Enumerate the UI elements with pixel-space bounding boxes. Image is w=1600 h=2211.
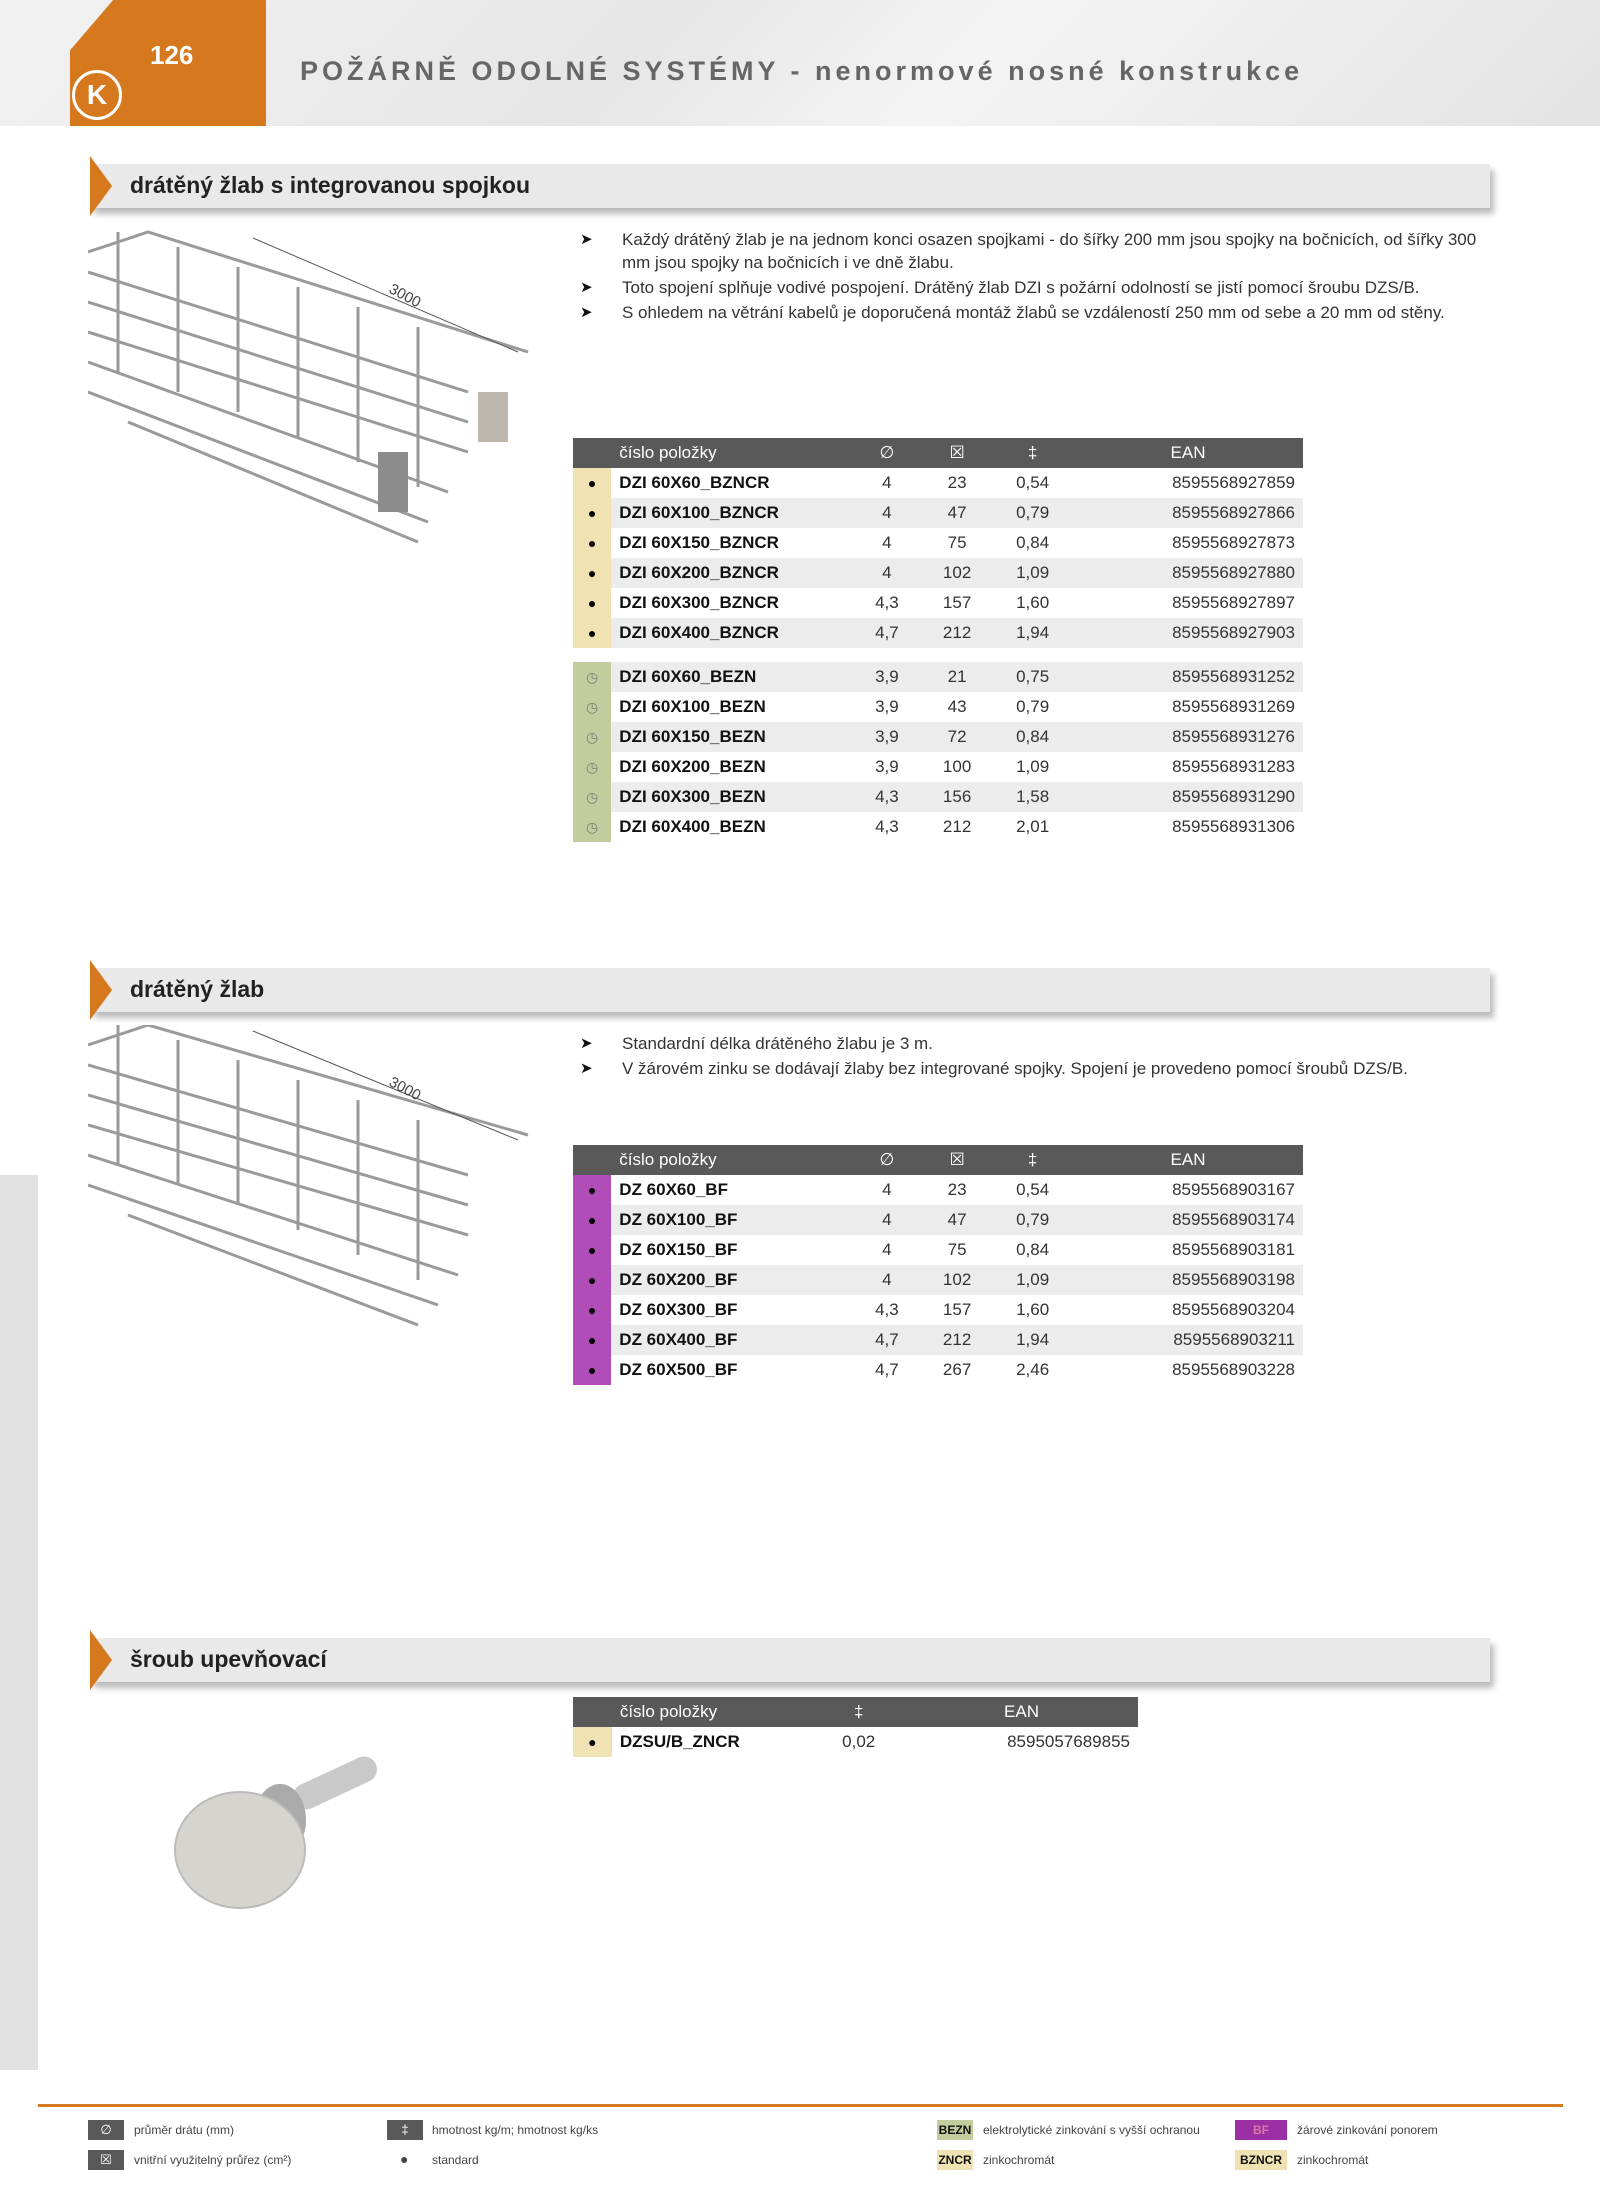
table-row: [573, 812, 1303, 842]
marker-col: [573, 1145, 611, 1175]
cell-diameter: 4,3: [852, 782, 922, 812]
side-strip: [0, 1175, 38, 2070]
legend-section: vnitřní využitelný průřez (cm²): [134, 2153, 292, 2167]
cell-diameter: 4,7: [875, 1360, 899, 1379]
cell-ean: 8595568931252: [1073, 662, 1303, 692]
cell-weight: 0,84: [992, 722, 1073, 752]
cell-code: DZ 60X150_BF: [619, 1240, 738, 1259]
col-weight: ‡: [992, 1145, 1073, 1175]
table-row: [573, 782, 1303, 812]
cell-diameter: 4: [852, 1265, 922, 1295]
table-row: [573, 1235, 1303, 1265]
table-row: [573, 692, 1303, 722]
col-ean: EAN: [905, 1697, 1138, 1727]
page-number: 126: [150, 40, 194, 70]
row-marker-icon: ●: [573, 1265, 611, 1295]
wire-tray-image: [88, 1025, 548, 1345]
cell-diameter: 4,3: [875, 817, 899, 836]
table-row: [573, 468, 1303, 498]
cell-ean: 8595568927873: [1172, 533, 1295, 552]
cell-section: 72: [922, 722, 992, 752]
cell-ean: 8595568903228: [1172, 1360, 1295, 1379]
product-table-1: [573, 438, 1303, 842]
col-section: ☒: [922, 1145, 992, 1175]
col-weight: ‡: [992, 438, 1073, 468]
col-section: ☒: [922, 438, 992, 468]
cell-weight: 1,09: [1016, 757, 1050, 776]
col-diameter: ∅: [852, 1145, 922, 1175]
row-marker-icon: ●: [573, 1325, 611, 1355]
col-weight: ‡: [812, 1697, 905, 1727]
section-arrow-icon: [90, 1630, 112, 1690]
table-row: [573, 662, 1303, 692]
legend-standard: standard: [432, 2153, 479, 2167]
cell-weight: 0,54: [1016, 1180, 1050, 1199]
cell-code: DZ 60X200_BF: [611, 1265, 851, 1295]
cell-section: 212: [922, 1325, 992, 1355]
row-marker-icon: ◷: [573, 812, 611, 842]
section1-bullets: [580, 228, 1500, 326]
bullet-item: ➤ Toto spojení splňuje vodivé pospojení. Drátěný žlab DZI s požární odolností se jistí pomocí šroubu DZS/B.: [580, 276, 1500, 299]
cell-code: DZI 60X60_BZNCR: [619, 473, 770, 492]
cell-weight: 2,01: [1016, 817, 1050, 836]
cell-ean: 8595568903211: [1073, 1325, 1303, 1355]
legend-bzncr: zinkochromát: [1297, 2153, 1369, 2167]
cell-ean: 8595568927866: [1073, 498, 1303, 528]
table-row: [573, 498, 1303, 528]
cell-weight: 0,79: [1016, 697, 1050, 716]
row-marker-icon: ●: [573, 528, 611, 558]
footer-divider: [38, 2104, 1563, 2107]
cell-section: 75: [947, 1240, 967, 1259]
row-marker-icon: ◷: [573, 692, 611, 722]
cell-code: DZ 60X500_BF: [619, 1360, 738, 1379]
cell-diameter: 4,7: [852, 1325, 922, 1355]
cell-weight: 1,58: [992, 782, 1073, 812]
cell-ean: 8595568903167: [1172, 1180, 1295, 1199]
cell-ean: 8595568903198: [1073, 1265, 1303, 1295]
row-marker-icon: ●: [573, 1295, 611, 1325]
bullet-item: ➤ S ohledem na větrání kabelů je doporučená montáž žlabů se vzdáleností 250 mm od sebe a 20 mm od stěny.: [580, 301, 1500, 324]
cell-section: 157: [942, 593, 972, 612]
cell-ean: 8595568931269: [1172, 697, 1295, 716]
marker-col: [573, 438, 611, 468]
cell-section: 212: [942, 817, 972, 836]
cell-diameter: 4: [882, 533, 892, 552]
legend-weight: hmotnost kg/m; hmotnost kg/ks: [432, 2123, 599, 2137]
cell-section: 47: [922, 1205, 992, 1235]
cell-weight: 1,60: [1016, 593, 1050, 612]
legend-bf: žárové zinkování ponorem: [1297, 2123, 1438, 2137]
cell-ean: 8595568931290: [1073, 782, 1303, 812]
cell-code: DZI 60X200_BEZN: [619, 757, 766, 776]
cell-weight: 0,79: [992, 498, 1073, 528]
cell-code: DZI 60X300_BZNCR: [619, 593, 779, 612]
table-row: [573, 1205, 1303, 1235]
row-marker-icon: ◷: [573, 662, 611, 692]
cell-weight: 0,84: [1016, 1240, 1050, 1259]
cell-weight: 0,02: [842, 1732, 876, 1751]
cell-weight: 0,84: [1016, 533, 1050, 552]
cell-section: 157: [942, 1300, 972, 1319]
page-title: POŽÁRNĚ ODOLNÉ SYSTÉMY - nenormové nosné konstrukce: [300, 56, 1304, 86]
row-marker-icon: ●: [573, 468, 611, 498]
bullet-item: ➤ Standardní délka drátěného žlabu je 3 m.: [580, 1032, 1500, 1055]
cell-ean: 8595057689855: [1007, 1732, 1130, 1751]
cell-section: 102: [922, 558, 992, 588]
section-bar-2: [90, 968, 1490, 1012]
row-marker-icon: ◷: [573, 722, 611, 752]
legend-bzncr-code: BZNCR: [1235, 2150, 1287, 2170]
table-row: [573, 1265, 1303, 1295]
cell-weight: 1,94: [992, 1325, 1073, 1355]
table-gap: [573, 648, 1303, 662]
cell-ean: 8595568903181: [1172, 1240, 1295, 1259]
cell-section: 75: [947, 533, 967, 552]
cell-section: 47: [922, 498, 992, 528]
dimension-label: 3000: [386, 1073, 424, 1105]
table-row: [573, 1175, 1303, 1205]
cell-weight: 0,79: [992, 1205, 1073, 1235]
bullet-item: ➤ Každý drátěný žlab je na jednom konci osazen spojkami - do šířky 200 mm jsou spojky na bočnicích, od šířky 300 mm jsou spojky na bočnicích i ve dně žlabu.: [580, 228, 1500, 274]
cell-code: DZSU/B_ZNCR: [619, 1732, 740, 1751]
legend-section-icon: ☒: [88, 2150, 124, 2170]
cell-weight: 1,09: [992, 1265, 1073, 1295]
col-diameter: ∅: [852, 438, 922, 468]
cell-code: DZI 60X100_BEZN: [619, 697, 766, 716]
cell-section: 23: [947, 1180, 967, 1199]
marker-col: [573, 1697, 612, 1727]
legend-standard-icon: ●: [400, 2151, 409, 2167]
cell-section: 102: [922, 1265, 992, 1295]
cell-code: DZI 60X200_BZNCR: [611, 558, 851, 588]
cell-ean: 8595568927897: [1172, 593, 1295, 612]
row-marker-icon: ●: [573, 588, 611, 618]
cell-section: 156: [922, 782, 992, 812]
cell-ean: 8595568903204: [1172, 1300, 1295, 1319]
cell-diameter: 4,3: [875, 593, 899, 612]
product-table-2: [573, 1145, 1303, 1385]
table-row: [573, 752, 1303, 782]
legend-bf-code: BF: [1235, 2120, 1287, 2140]
cell-code: DZ 60X300_BF: [619, 1300, 738, 1319]
screw-image: [170, 1740, 430, 1940]
cell-diameter: 3,9: [875, 757, 899, 776]
section2-bullets: [580, 1032, 1500, 1082]
cell-code: DZI 60X300_BEZN: [611, 782, 851, 812]
col-code: číslo položky: [612, 1697, 813, 1727]
legend-diameter-icon: ∅: [88, 2120, 124, 2140]
cell-diameter: 4,7: [852, 618, 922, 648]
table-row: [573, 1295, 1303, 1325]
wire-tray-integrated-image: [88, 222, 548, 562]
cell-diameter: 4,3: [875, 1300, 899, 1319]
bullet-item: ➤ V žárovém zinku se dodávají žlaby bez integrované spojky. Spojení je provedeno pomocí šroubů DZS/B.: [580, 1057, 1500, 1080]
cell-code: DZI 60X150_BEZN: [611, 722, 851, 752]
cell-weight: 0,75: [992, 662, 1073, 692]
cell-section: 43: [947, 697, 967, 716]
cell-code: DZI 60X400_BEZN: [619, 817, 766, 836]
row-marker-icon: ●: [573, 1235, 611, 1265]
cell-code: DZI 60X100_BZNCR: [611, 498, 851, 528]
table-row: [573, 558, 1303, 588]
col-ean: EAN: [1073, 1145, 1303, 1175]
product-table-3: [573, 1697, 1138, 1757]
legend-bezn-code: BEZN: [937, 2120, 973, 2140]
cell-diameter: 4: [882, 473, 892, 492]
table-row: [573, 1325, 1303, 1355]
row-marker-icon: ●: [573, 498, 611, 528]
section-arrow-icon: [90, 156, 112, 216]
section-title-1: drátěný žlab s integrovanou spojkou: [130, 172, 531, 198]
cell-ean: 8595568931306: [1172, 817, 1295, 836]
cell-diameter: 4: [852, 558, 922, 588]
cell-code: DZ 60X60_BF: [619, 1180, 728, 1199]
cell-ean: 8595568927903: [1073, 618, 1303, 648]
cell-ean: 8595568927859: [1172, 473, 1295, 492]
dimension-label: 3000: [386, 280, 424, 312]
cell-diameter: 4: [882, 1240, 892, 1259]
brand-logo-icon: K: [72, 70, 122, 120]
cell-diameter: 3,9: [875, 697, 899, 716]
row-marker-icon: ●: [573, 1205, 611, 1235]
cell-diameter: 3,9: [852, 662, 922, 692]
cell-section: 23: [947, 473, 967, 492]
cell-code: DZI 60X400_BZNCR: [611, 618, 851, 648]
table-row: [573, 1727, 1138, 1757]
cell-ean: 8595568931283: [1172, 757, 1295, 776]
section-title-3: šroub upevňovací: [130, 1646, 327, 1672]
legend-bezn: elektrolytické zinkování s vyšší ochranou: [983, 2123, 1200, 2137]
table-row: [573, 528, 1303, 558]
row-marker-icon: ●: [573, 558, 611, 588]
cell-weight: 1,09: [992, 558, 1073, 588]
table-row: [573, 618, 1303, 648]
cell-code: DZ 60X400_BF: [611, 1325, 851, 1355]
legend-diameter: průměr drátu (mm): [134, 2123, 235, 2137]
cell-ean: 8595568931276: [1073, 722, 1303, 752]
cell-code: DZI 60X150_BZNCR: [619, 533, 779, 552]
table-row: [573, 722, 1303, 752]
cell-section: 100: [942, 757, 972, 776]
legend-weight-icon: ‡: [387, 2120, 423, 2140]
cell-code: DZI 60X60_BEZN: [611, 662, 851, 692]
cell-section: 212: [922, 618, 992, 648]
row-marker-icon: ◷: [573, 752, 611, 782]
cell-weight: 2,46: [1016, 1360, 1050, 1379]
cell-diameter: 4: [852, 498, 922, 528]
cell-weight: 0,54: [1016, 473, 1050, 492]
row-marker-icon: ●: [573, 1175, 611, 1205]
cell-diameter: 3,9: [852, 722, 922, 752]
section-title-2: drátěný žlab: [130, 976, 265, 1002]
cell-section: 267: [942, 1360, 972, 1379]
row-marker-icon: ◷: [573, 782, 611, 812]
cell-code: DZ 60X100_BF: [611, 1205, 851, 1235]
row-marker-icon: ●: [573, 1355, 611, 1385]
legend-zncr: zinkochromát: [983, 2153, 1055, 2167]
cell-diameter: 4: [882, 1180, 892, 1199]
col-code: číslo položky: [611, 438, 851, 468]
cell-ean: 8595568903174: [1073, 1205, 1303, 1235]
row-marker-icon: ●: [573, 1727, 612, 1757]
cell-weight: 1,60: [1016, 1300, 1050, 1319]
table-row: [573, 1355, 1303, 1385]
legend-zncr-code: ZNCR: [937, 2150, 973, 2170]
row-marker-icon: ●: [573, 618, 611, 648]
cell-weight: 1,94: [992, 618, 1073, 648]
col-code: číslo položky: [611, 1145, 851, 1175]
cell-ean: 8595568927880: [1073, 558, 1303, 588]
col-ean: EAN: [1073, 438, 1303, 468]
section-arrow-icon: [90, 960, 112, 1020]
cell-section: 21: [922, 662, 992, 692]
cell-diameter: 4: [852, 1205, 922, 1235]
table-row: [573, 588, 1303, 618]
